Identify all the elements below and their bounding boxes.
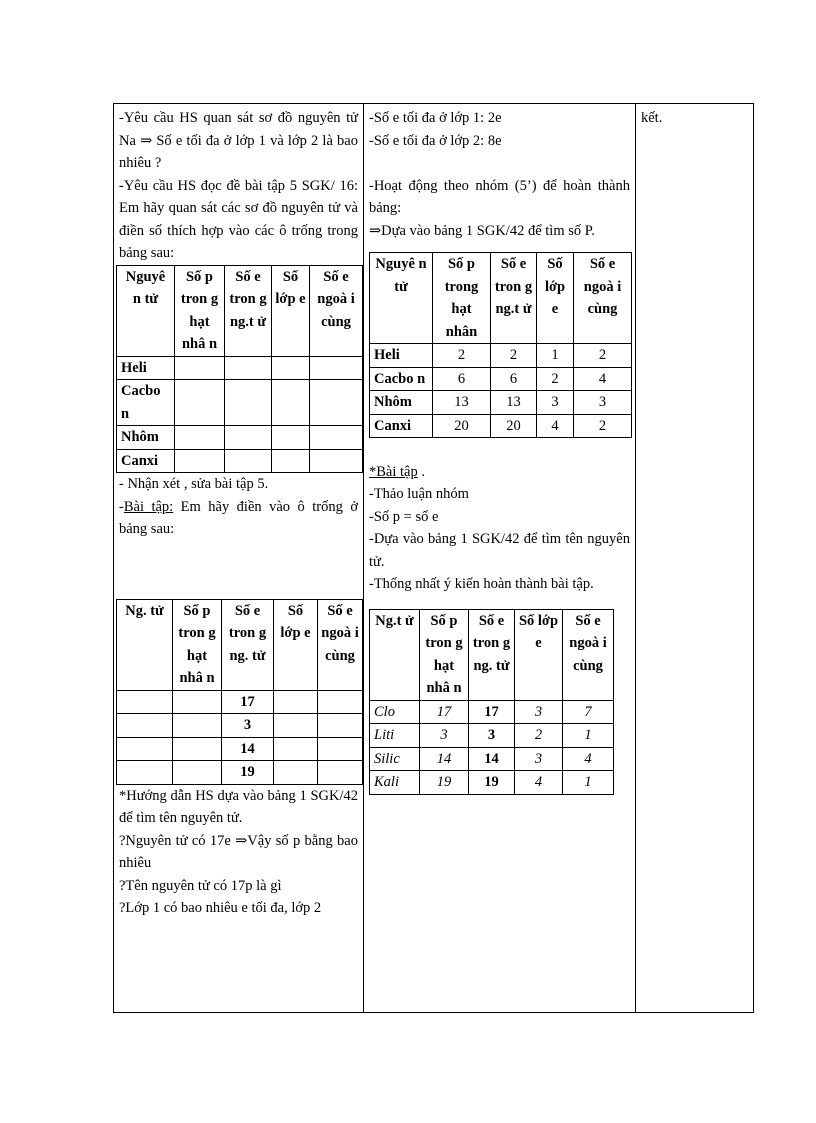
- table-cell: [175, 380, 225, 426]
- exercise-label: *Bài tập: [369, 463, 418, 480]
- exercise-answer-table: [369, 609, 614, 795]
- table-cell: 17: [222, 690, 274, 714]
- paragraph: kết.: [641, 110, 663, 126]
- table-cell: 14: [420, 747, 469, 771]
- table-cell: [225, 356, 272, 380]
- table-cell: [225, 380, 272, 426]
- header-cell: Số e ngoà i cùng: [310, 265, 363, 356]
- table-cell: [173, 690, 222, 714]
- table-cell: 4: [563, 747, 614, 771]
- table-cell: Nhôm: [370, 391, 433, 415]
- table-row: [117, 426, 363, 450]
- header-cell: Số e tron g ng. tử: [469, 609, 515, 700]
- table-cell: [310, 356, 363, 380]
- header-cell: Số p tron g hạt nhâ n: [420, 609, 469, 700]
- table-cell: 3: [515, 700, 563, 724]
- table-row: [370, 747, 614, 771]
- table-cell: 3: [420, 724, 469, 748]
- exercise5-blank-table: [116, 265, 363, 474]
- paragraph: ?Lớp 1 có bao nhiêu e tối đa, lớp 2: [119, 900, 322, 916]
- table-cell: 2: [515, 724, 563, 748]
- table-cell: [274, 761, 318, 785]
- table-cell: 3: [574, 391, 632, 415]
- table-cell: 19: [420, 771, 469, 795]
- table-cell: [318, 690, 363, 714]
- table-cell: 2: [537, 367, 574, 391]
- table-cell: 3: [222, 714, 274, 738]
- paragraph: ?Nguyên tử có 17e ⇒Vậy số p bằng bao nhiêu: [119, 832, 358, 871]
- table-cell: [318, 714, 363, 738]
- table-cell: 6: [433, 367, 491, 391]
- header-cell: Số lớp e: [515, 609, 563, 700]
- table-row: [117, 737, 363, 761]
- table-cell: 1: [563, 724, 614, 748]
- table-cell: 14: [222, 737, 274, 761]
- table-cell: 19: [469, 771, 515, 795]
- table-cell: [117, 690, 173, 714]
- paragraph: -Bài tập: Em hãy điền vào ô trống ở bảng sau:: [119, 498, 358, 537]
- table-cell: [272, 449, 310, 473]
- table-cell: [117, 714, 173, 738]
- table-cell: Cacbo n: [370, 367, 433, 391]
- table-cell: 4: [515, 771, 563, 795]
- table-row: [370, 391, 632, 415]
- table-cell: 3: [469, 724, 515, 748]
- header-cell: Số lớp e: [537, 253, 574, 344]
- table-row: [370, 367, 632, 391]
- table-cell: Heli: [117, 356, 175, 380]
- table-row: [370, 414, 632, 438]
- table-cell: [274, 714, 318, 738]
- table-cell: 14: [469, 747, 515, 771]
- header-cell: Ng.t ử: [370, 609, 420, 700]
- table-header-row: [370, 253, 632, 344]
- exercise-text: .: [417, 463, 425, 480]
- table-row: [370, 700, 614, 724]
- table-cell: Clo: [370, 700, 420, 724]
- header-cell: Nguyê n tử: [117, 265, 175, 356]
- table-header-row: [370, 609, 614, 700]
- table-cell: [274, 737, 318, 761]
- table-cell: 20: [433, 414, 491, 438]
- table-cell: [117, 737, 173, 761]
- header-cell: Số e ngoà i cùng: [574, 253, 632, 344]
- paragraph: *Hướng dẫn HS dựa vào bảng 1 SGK/42 để tìm tên nguyên tử.: [119, 787, 358, 826]
- paragraph: -Yêu cầu HS đọc đề bài tập 5 SGK/ 16: Em hãy quan sát các sơ đồ nguyên tử và điền số thích hợp vào các ô trống trong bảng sau:: [119, 177, 358, 261]
- paragraph: -Số e tối đa ở lớp 2: 8e: [369, 132, 502, 149]
- table-cell: [173, 714, 222, 738]
- table-cell: 17: [469, 700, 515, 724]
- table-cell: 7: [563, 700, 614, 724]
- table-cell: [175, 449, 225, 473]
- table-cell: 2: [491, 344, 537, 368]
- header-cell: Số p tron g hạt nhâ n: [175, 265, 225, 356]
- table-cell: 6: [491, 367, 537, 391]
- table-row: [117, 380, 363, 426]
- table-row: [370, 771, 614, 795]
- header-cell: Số e tron g ng. tử: [222, 599, 274, 690]
- table-row: [370, 344, 632, 368]
- exercise-label: Bài tập:: [123, 498, 174, 515]
- table-cell: 4: [574, 367, 632, 391]
- table-row: [117, 714, 363, 738]
- table-cell: 13: [491, 391, 537, 415]
- header-cell: Số p tron g hạt nhâ n: [173, 599, 222, 690]
- header-cell: Số e ngoà i cùng: [318, 599, 363, 690]
- exercise-blank-table: [116, 599, 363, 785]
- table-cell: 2: [574, 414, 632, 438]
- table-row: [117, 356, 363, 380]
- table-header-row: [117, 599, 363, 690]
- table-cell: 1: [563, 771, 614, 795]
- table-cell: 4: [537, 414, 574, 438]
- paragraph: ⇒Dựa vào bảng 1 SGK/42 để tìm số P.: [369, 222, 595, 239]
- table-cell: 19: [222, 761, 274, 785]
- paragraph: [369, 461, 630, 484]
- table-row: [370, 724, 614, 748]
- paragraph: -Dựa vào bảng 1 SGK/42 để tìm tên nguyên tử.: [369, 531, 630, 570]
- header-cell: Số lớp e: [274, 599, 318, 690]
- paragraph: ?Tên nguyên tử có 17p là gì: [119, 877, 282, 894]
- table-cell: 13: [433, 391, 491, 415]
- paragraph: -Thảo luận nhóm: [369, 486, 469, 502]
- table-cell: Cacbo n: [117, 380, 175, 426]
- paragraph: - Nhận xét , sửa bài tập 5.: [119, 476, 269, 492]
- table-cell: [272, 426, 310, 450]
- table-row: [117, 449, 363, 473]
- table-cell: [117, 761, 173, 785]
- table-cell: [310, 380, 363, 426]
- table-cell: [318, 761, 363, 785]
- table-cell: [272, 380, 310, 426]
- header-cell: Số p trong hạt nhân: [433, 253, 491, 344]
- table-cell: 3: [537, 391, 574, 415]
- table-cell: [318, 737, 363, 761]
- header-cell: Số e tron g ng.t ử: [225, 265, 272, 356]
- table-cell: [310, 449, 363, 473]
- table-cell: [225, 449, 272, 473]
- header-cell: Số e tron g ng.t ử: [491, 253, 537, 344]
- spacer: [369, 438, 630, 461]
- table-cell: [310, 426, 363, 450]
- table-cell: 1: [537, 344, 574, 368]
- paragraph: -Yêu cầu HS quan sát sơ đồ nguyên tử Na ⇒ Số e tối đa ở lớp 1 và lớp 2 là bao nhiêu ?: [119, 110, 358, 171]
- spacer: [369, 152, 630, 175]
- table-cell: 2: [574, 344, 632, 368]
- table-cell: Heli: [370, 344, 433, 368]
- table-header-row: [117, 265, 363, 356]
- exercise-text: Em hãy điền vào ô trống ở bảng sau:: [119, 498, 358, 537]
- paragraph: -Số e tối đa ở lớp 1: 2e: [369, 110, 502, 126]
- teacher-activity-cell: [114, 104, 364, 1013]
- header-cell: Nguyê n tử: [370, 253, 433, 344]
- table-cell: [173, 737, 222, 761]
- table-row: [117, 690, 363, 714]
- paragraph: -Hoạt động theo nhóm (5’) để hoàn thành bảng:: [369, 177, 630, 216]
- table-cell: [225, 426, 272, 450]
- header-cell: Ng. tử: [117, 599, 173, 690]
- table-cell: [173, 761, 222, 785]
- header-cell: Số lớp e: [272, 265, 310, 356]
- table-cell: Silic: [370, 747, 420, 771]
- lesson-table: [113, 103, 754, 1013]
- table-cell: Nhôm: [117, 426, 175, 450]
- table-cell: [274, 690, 318, 714]
- table-cell: 3: [515, 747, 563, 771]
- table-cell: 17: [420, 700, 469, 724]
- table-cell: [175, 426, 225, 450]
- table-cell: [272, 356, 310, 380]
- table-cell: Canxi: [117, 449, 175, 473]
- table-cell: Liti: [370, 724, 420, 748]
- table-cell: Kali: [370, 771, 420, 795]
- table-cell: 2: [433, 344, 491, 368]
- table-cell: [175, 356, 225, 380]
- student-activity-cell: [364, 104, 636, 1013]
- paragraph: -Thống nhất ý kiến hoàn thành bài tập.: [369, 576, 594, 592]
- notes-cell: [636, 104, 754, 1013]
- exercise5-answer-table: [369, 252, 632, 438]
- table-cell: Canxi: [370, 414, 433, 438]
- table-row: [117, 761, 363, 785]
- header-cell: Số e ngoà i cùng: [563, 609, 614, 700]
- paragraph: -Số p = số e: [369, 508, 439, 525]
- table-cell: 20: [491, 414, 537, 438]
